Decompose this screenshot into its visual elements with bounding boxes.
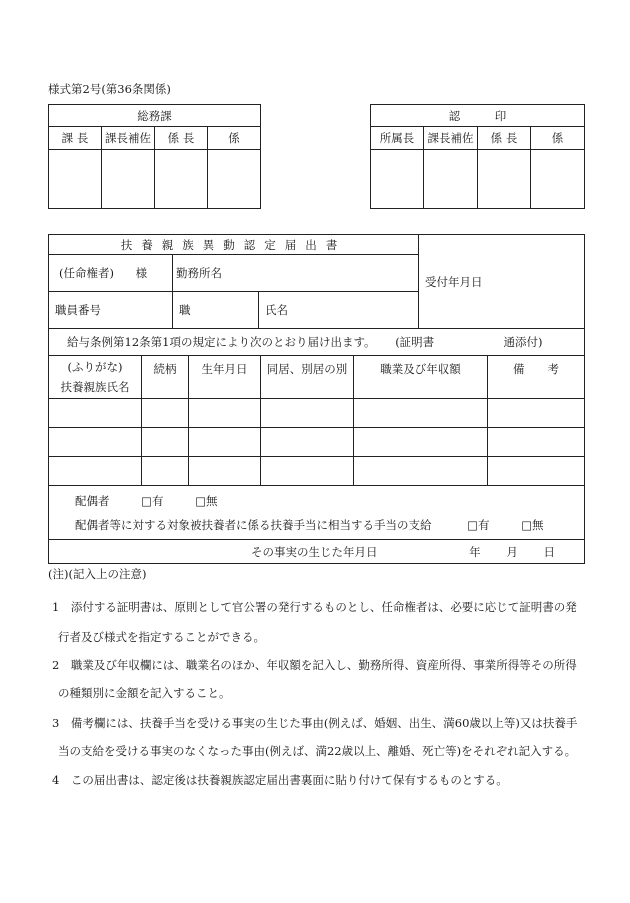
approval-col-shozokucho: 所属長: [371, 127, 424, 150]
table-cell[interactable]: [354, 399, 488, 428]
approval-table-inkan: [370, 104, 585, 209]
note-4: 4 この届出書は、認定後は扶養親族認定届出書裏面に貼り付けて保有するものとする。: [52, 773, 508, 787]
table-cell[interactable]: [261, 457, 354, 486]
approval-col-hosa: 課長補佐: [424, 127, 478, 150]
note-3-cont: 当の支給を受ける事実のなくなった事由(例えば、満22歳以上、離婚、死亡等)をそれぞれ記入する。: [58, 744, 577, 758]
table-row: [49, 428, 585, 457]
table-cell[interactable]: [142, 428, 189, 457]
header-remarks: 備 考: [488, 356, 585, 399]
approval-col-kakaricho: 係 長: [155, 127, 208, 150]
month-label: 月: [506, 544, 518, 559]
stamp-cell[interactable]: [478, 150, 531, 209]
table-cell[interactable]: [488, 457, 585, 486]
spouse-label: 配偶者: [75, 493, 110, 508]
table-cell[interactable]: [354, 457, 488, 486]
approval-col-kakari: 係: [531, 127, 585, 150]
stamp-cell[interactable]: [102, 150, 155, 209]
workplace-field[interactable]: [173, 255, 419, 292]
header-dependent-name: 扶養親族氏名: [60, 380, 130, 394]
table-row: [49, 457, 585, 486]
spouse-allowance-label: 配偶者等に対する対象被扶養者に係る扶養手当に相当する手当の支給: [75, 517, 432, 532]
table-cell[interactable]: [261, 399, 354, 428]
stamp-cell[interactable]: [531, 150, 585, 209]
approval-title: 総務課: [49, 105, 261, 127]
table-cell[interactable]: [49, 457, 142, 486]
approval-title: 認 印: [371, 105, 585, 127]
notes-heading: (注)(記入上の注意): [48, 567, 147, 581]
table-cell[interactable]: [142, 399, 189, 428]
table-cell[interactable]: [488, 428, 585, 457]
employee-no-label: 職員番号: [55, 303, 101, 317]
note-2-cont: の種類別に金額を記入すること。: [58, 686, 231, 700]
sama-label: 様: [135, 266, 148, 280]
name-label: 氏名: [265, 303, 288, 317]
header-cohabitation: 同居、別居の別: [261, 356, 354, 399]
stamp-cell[interactable]: [49, 150, 102, 209]
appointer-label: (任命権者): [59, 266, 114, 280]
position-label: 職: [179, 303, 191, 317]
note-1: 1 添付する証明書は、原則として官公署の発行するものとし、任命権者は、必要に応じて証明書の発: [52, 600, 577, 614]
spouse-yes-checkbox[interactable]: □有: [141, 493, 164, 508]
header-furigana: (ふりがな): [67, 360, 123, 374]
table-cell[interactable]: [189, 399, 261, 428]
approval-table-soumu: [48, 104, 261, 209]
attachment-count-field[interactable]: [438, 345, 500, 346]
header-occupation-income: 職業及び年収額: [354, 356, 488, 399]
form-title: 扶養親族異動認定届出書: [49, 235, 419, 255]
stamp-cell[interactable]: [208, 150, 261, 209]
attachment-suffix: 通添付): [503, 335, 543, 349]
table-cell[interactable]: [261, 428, 354, 457]
header-relationship: 続柄: [142, 356, 189, 399]
year-label: 年: [469, 544, 481, 559]
stamp-cell[interactable]: [371, 150, 424, 209]
workplace-label: 勤務所名: [176, 266, 222, 280]
spouse-no-checkbox[interactable]: □無: [195, 493, 218, 508]
allowance-no-checkbox[interactable]: □無: [521, 517, 544, 532]
note-1-cont: 行者及び様式を指定することができる。: [58, 630, 265, 644]
note-3: 3 備考欄には、扶養手当を受ける事実の生じた事由(例えば、婚姻、出生、満60歳以上等)又は扶養手: [52, 716, 578, 730]
statement: 給与条例第12条第1項の規定により次のとおり届け出ます。: [67, 335, 376, 349]
note-2: 2 職業及び年収欄には、職業名のほか、年収額を記入し、勤務所得、資産所得、事業所得等その所得: [52, 658, 577, 672]
table-cell[interactable]: [488, 399, 585, 428]
allowance-yes-checkbox[interactable]: □有: [467, 517, 490, 532]
table-cell[interactable]: [49, 399, 142, 428]
stamp-cell[interactable]: [155, 150, 208, 209]
fact-date-label: その事実の生じた年月日: [251, 544, 378, 559]
approval-col-hosa: 課長補佐: [102, 127, 155, 150]
received-date-label: 受付年月日: [425, 274, 483, 289]
header-birthdate: 生年月日: [189, 356, 261, 399]
approval-col-kacho: 課 長: [49, 127, 102, 150]
table-cell[interactable]: [49, 428, 142, 457]
form-id: 様式第2号(第36条関係): [48, 82, 171, 96]
approval-col-kakaricho: 係 長: [478, 127, 531, 150]
employee-no-field[interactable]: [49, 292, 173, 329]
approval-col-kakari: 係: [208, 127, 261, 150]
dependents-table: [48, 355, 585, 564]
attachment-prefix: (証明書: [395, 335, 435, 349]
form-header: [48, 234, 585, 356]
table-cell[interactable]: [354, 428, 488, 457]
table-cell[interactable]: [189, 428, 261, 457]
table-cell[interactable]: [189, 457, 261, 486]
position-field[interactable]: [173, 292, 259, 329]
day-label: 日: [543, 544, 555, 559]
name-field[interactable]: [259, 292, 419, 329]
stamp-cell[interactable]: [424, 150, 478, 209]
table-row: [49, 399, 585, 428]
table-cell[interactable]: [142, 457, 189, 486]
